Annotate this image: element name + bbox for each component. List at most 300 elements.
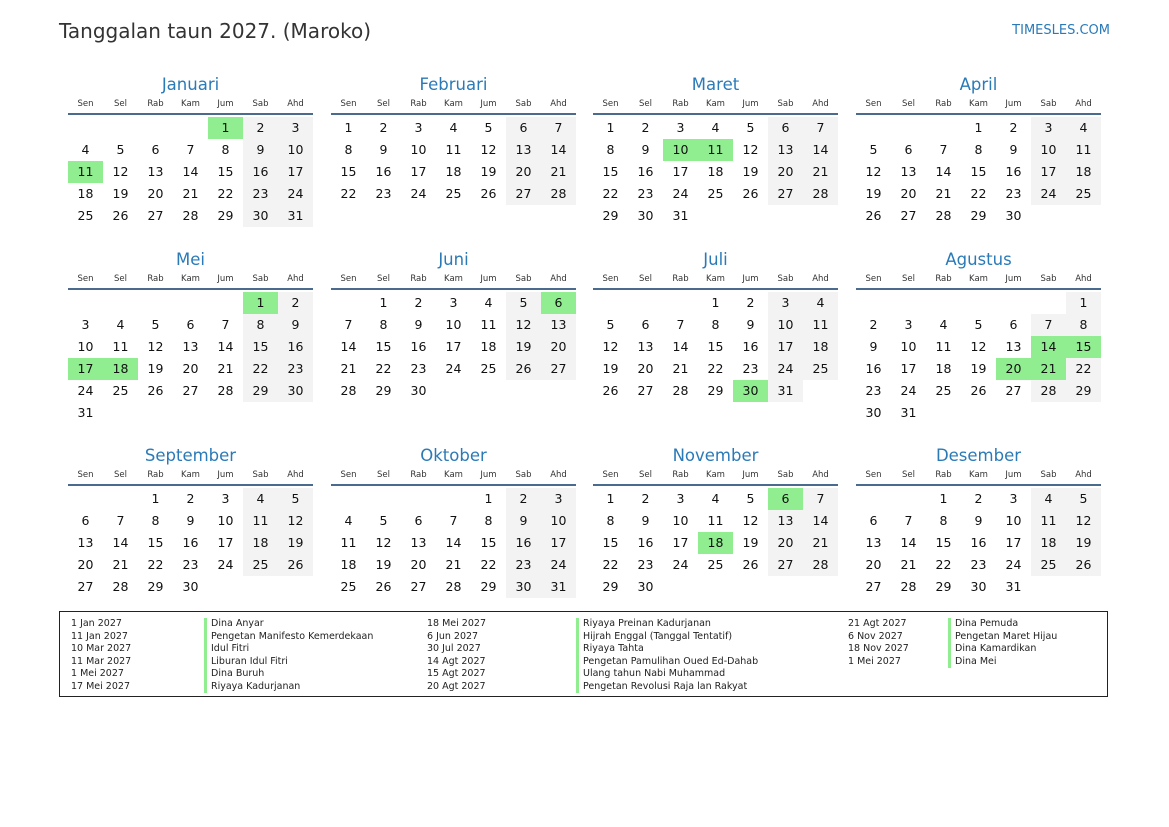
day-cell: 21	[541, 161, 576, 183]
day-cell: 6	[768, 488, 803, 510]
month-title: Maret	[691, 75, 740, 94]
day-cell: 29	[707, 383, 724, 398]
weekday-label: Sab	[515, 274, 532, 284]
day-cell: 11	[243, 510, 278, 532]
week-row	[331, 510, 576, 532]
week-row	[331, 139, 576, 161]
day-cell: 5	[151, 317, 160, 332]
weekday-label: Sab	[1040, 274, 1057, 284]
brand-link[interactable]: TIMESLES.COM	[1012, 23, 1110, 38]
day-cell: 14	[112, 535, 129, 550]
day-cell: 23	[865, 383, 882, 398]
holiday-date: 11 Mar 2027	[71, 655, 132, 667]
day-cell: 28	[935, 208, 952, 223]
day-cell: 2	[1009, 120, 1018, 135]
day-cell: 21	[340, 361, 357, 376]
weekday-label: Sab	[252, 99, 269, 109]
weekday-label: Jum	[1005, 274, 1022, 284]
day-cell: 14	[935, 164, 952, 179]
day-cell: 8	[151, 513, 160, 528]
day-cell: 25	[803, 358, 838, 380]
day-cell: 16	[375, 164, 392, 179]
day-cell: 18	[340, 557, 357, 572]
day-cell: 10	[1031, 139, 1066, 161]
day-cell: 15	[935, 535, 952, 550]
weekday-header	[593, 97, 838, 115]
day-cell: 16	[637, 164, 654, 179]
month-title: Mei	[176, 250, 205, 269]
month-5	[68, 250, 313, 424]
day-cell: 3	[904, 317, 913, 332]
empty-day-cell	[331, 488, 366, 510]
week-row	[331, 554, 576, 576]
day-cell: 7	[803, 488, 838, 510]
holiday-date: 6 Jun 2027	[427, 630, 479, 642]
empty-day-cell	[768, 205, 803, 227]
empty-day-cell	[173, 117, 208, 139]
day-cell: 5	[606, 317, 615, 332]
legend-entry	[848, 643, 1037, 656]
month-days	[68, 117, 313, 227]
empty-day-cell	[803, 576, 838, 598]
day-cell: 13	[410, 535, 427, 550]
week-row	[331, 314, 576, 336]
holiday-name: Dina Mei	[948, 656, 997, 669]
day-cell: 17	[672, 164, 689, 179]
day-cell: 16	[742, 339, 759, 354]
day-cell: 14	[182, 164, 199, 179]
holiday-name: Pengetan Manifesto Kemerdekaan	[204, 631, 373, 644]
holiday-date: 1 Mei 2027	[71, 668, 124, 679]
day-cell: 8	[484, 513, 493, 528]
day-cell: 4	[449, 120, 458, 135]
day-cell: 21	[217, 361, 234, 376]
weekday-label: Ahd	[287, 470, 304, 480]
weekday-label: Sen	[865, 99, 882, 109]
empty-day-cell	[103, 488, 138, 510]
day-cell: 27	[506, 183, 541, 205]
day-cell: 2	[869, 317, 878, 332]
day-cell: 4	[243, 488, 278, 510]
day-cell: 28	[182, 208, 199, 223]
day-cell: 26	[602, 383, 619, 398]
day-cell: 7	[116, 513, 125, 528]
day-cell: 1	[974, 120, 983, 135]
empty-day-cell	[1031, 205, 1066, 227]
month-days	[593, 117, 838, 227]
day-cell: 6	[1009, 317, 1018, 332]
empty-day-cell	[926, 292, 961, 314]
day-cell: 21	[900, 557, 917, 572]
day-cell: 2	[379, 120, 388, 135]
day-cell: 27	[182, 383, 199, 398]
month-title: Desember	[935, 446, 1022, 465]
day-cell: 14	[445, 535, 462, 550]
day-cell: 16	[410, 339, 427, 354]
holiday-date: 10 Mar 2027	[71, 643, 132, 654]
weekday-label: Ahd	[1075, 470, 1092, 480]
day-cell: 23	[506, 554, 541, 576]
week-row	[68, 358, 313, 380]
day-cell: 10	[900, 339, 917, 354]
day-cell: 2	[974, 491, 983, 506]
day-cell: 23	[410, 361, 427, 376]
empty-day-cell	[961, 402, 996, 424]
day-cell: 12	[112, 164, 129, 179]
day-cell: 16	[865, 361, 882, 376]
day-cell: 19	[742, 164, 759, 179]
day-cell: 19	[602, 361, 619, 376]
day-cell: 20	[637, 361, 654, 376]
empty-day-cell	[961, 292, 996, 314]
empty-day-cell	[1031, 292, 1066, 314]
week-row	[593, 314, 838, 336]
weekday-label: Sel	[902, 99, 915, 109]
empty-day-cell	[926, 117, 961, 139]
holiday-date: 18 Nov 2027	[848, 643, 909, 654]
day-cell: 15	[147, 535, 164, 550]
holiday-name: Pengetan Revolusi Raja lan Rakyat	[576, 681, 747, 694]
day-cell: 24	[445, 361, 462, 376]
day-cell: 26	[970, 383, 987, 398]
day-cell: 6	[506, 117, 541, 139]
day-cell: 23	[742, 361, 759, 376]
day-cell: 15	[340, 164, 357, 179]
weekday-label: Sab	[252, 274, 269, 284]
empty-day-cell	[733, 205, 768, 227]
holiday-name: Dina Pemuda	[948, 618, 1018, 631]
day-cell: 21	[1031, 358, 1066, 380]
day-cell: 25	[445, 186, 462, 201]
day-cell: 28	[112, 579, 129, 594]
day-cell: 14	[900, 535, 917, 550]
weekday-label: Rab	[935, 470, 952, 480]
empty-day-cell	[173, 402, 208, 424]
day-cell: 8	[974, 142, 983, 157]
month-days	[331, 488, 576, 598]
day-cell: 28	[541, 183, 576, 205]
weekday-label: Rab	[935, 274, 952, 284]
day-cell: 25	[1066, 183, 1101, 205]
day-cell: 20	[865, 557, 882, 572]
day-cell: 17	[1031, 161, 1066, 183]
week-row	[856, 336, 1101, 358]
empty-day-cell	[891, 292, 926, 314]
month-title: Februari	[419, 75, 488, 94]
holiday-name: Riyaya Kadurjanan	[204, 681, 300, 694]
holiday-name: Pengetan Pamulihan Oued Ed-Dahab	[576, 656, 758, 669]
day-cell: 3	[414, 120, 423, 135]
day-cell: 19	[865, 186, 882, 201]
day-cell: 30	[243, 205, 278, 227]
day-cell: 6	[541, 292, 576, 314]
weekday-label: Kam	[444, 99, 463, 109]
day-cell: 13	[541, 314, 576, 336]
week-row	[856, 117, 1101, 139]
weekday-label: Jum	[1005, 470, 1022, 480]
legend-column	[427, 618, 759, 693]
day-cell: 15	[217, 164, 234, 179]
day-cell: 22	[217, 186, 234, 201]
day-cell: 31	[77, 405, 94, 420]
weekday-label: Sel	[377, 470, 390, 480]
week-row	[331, 576, 576, 598]
day-cell: 19	[742, 535, 759, 550]
day-cell: 28	[217, 383, 234, 398]
day-cell: 20	[900, 186, 917, 201]
weekday-header	[68, 272, 313, 290]
day-cell: 31	[1005, 579, 1022, 594]
weekday-header	[68, 468, 313, 486]
day-cell: 24	[900, 383, 917, 398]
weekday-label: Sen	[602, 470, 619, 480]
empty-day-cell	[628, 292, 663, 314]
month-8	[856, 250, 1101, 424]
weekday-label: Kam	[969, 99, 988, 109]
day-cell: 26	[278, 554, 313, 576]
day-cell: 24	[672, 186, 689, 201]
day-cell: 7	[904, 513, 913, 528]
weekday-header	[68, 97, 313, 115]
weekday-label: Sab	[1040, 99, 1057, 109]
weekday-header	[331, 272, 576, 290]
week-row	[593, 292, 838, 314]
day-cell: 23	[637, 557, 654, 572]
day-cell: 9	[379, 142, 388, 157]
day-cell: 25	[112, 383, 129, 398]
legend-entry	[427, 680, 748, 694]
empty-day-cell	[891, 488, 926, 510]
day-cell: 5	[116, 142, 125, 157]
week-row	[331, 161, 576, 183]
weekday-label: Rab	[410, 274, 427, 284]
legend-entry	[848, 655, 997, 669]
day-cell: 3	[278, 117, 313, 139]
day-cell: 18	[1031, 532, 1066, 554]
day-cell: 15	[707, 339, 724, 354]
day-cell: 16	[243, 161, 278, 183]
day-cell: 4	[1031, 488, 1066, 510]
day-cell: 4	[116, 317, 125, 332]
holiday-date: 30 Jul 2027	[427, 643, 481, 654]
holiday-legend	[59, 611, 1108, 697]
holiday-name: Hijrah Enggal (Tanggal Tentatif)	[576, 631, 732, 644]
day-cell: 31	[278, 205, 313, 227]
month-4	[856, 75, 1101, 227]
day-cell: 18	[77, 186, 94, 201]
day-cell: 12	[742, 513, 759, 528]
day-cell: 17	[410, 164, 427, 179]
holiday-date: 15 Agt 2027	[427, 668, 486, 679]
weekday-label: Jum	[742, 99, 759, 109]
day-cell: 29	[970, 208, 987, 223]
day-cell: 10	[445, 317, 462, 332]
day-cell: 2	[746, 295, 755, 310]
day-cell: 27	[900, 208, 917, 223]
week-row	[68, 183, 313, 205]
week-row	[856, 380, 1101, 402]
day-cell: 22	[602, 557, 619, 572]
day-cell: 5	[746, 491, 755, 506]
day-cell: 26	[742, 557, 759, 572]
day-cell: 13	[1005, 339, 1022, 354]
weekday-label: Jum	[1005, 99, 1022, 109]
day-cell: 20	[147, 186, 164, 201]
day-cell: 20	[182, 361, 199, 376]
empty-day-cell	[996, 402, 1031, 424]
day-cell: 8	[221, 142, 230, 157]
empty-day-cell	[103, 402, 138, 424]
day-cell: 24	[1031, 183, 1066, 205]
weekday-label: Sab	[515, 99, 532, 109]
day-cell: 10	[672, 513, 689, 528]
week-row	[593, 358, 838, 380]
day-cell: 14	[340, 339, 357, 354]
week-row	[856, 314, 1101, 336]
day-cell: 28	[672, 383, 689, 398]
day-cell: 6	[81, 513, 90, 528]
day-cell: 30	[410, 383, 427, 398]
weekday-label: Ahd	[550, 470, 567, 480]
week-row	[331, 292, 576, 314]
week-row	[68, 314, 313, 336]
day-cell: 17	[900, 361, 917, 376]
weekday-header	[593, 272, 838, 290]
day-cell: 26	[1066, 554, 1101, 576]
day-cell: 1	[939, 491, 948, 506]
day-cell: 13	[147, 164, 164, 179]
weekday-label: Sab	[777, 99, 794, 109]
day-cell: 6	[414, 513, 423, 528]
day-cell: 4	[711, 491, 720, 506]
day-cell: 1	[243, 292, 278, 314]
weekday-header	[856, 468, 1101, 486]
day-cell: 12	[865, 164, 882, 179]
day-cell: 22	[375, 361, 392, 376]
day-cell: 10	[541, 510, 576, 532]
day-cell: 21	[112, 557, 129, 572]
day-cell: 5	[974, 317, 983, 332]
week-row	[593, 576, 838, 598]
weekday-label: Jum	[742, 470, 759, 480]
weekday-label: Kam	[706, 470, 725, 480]
day-cell: 9	[414, 317, 423, 332]
empty-day-cell	[891, 117, 926, 139]
day-cell: 2	[243, 117, 278, 139]
day-cell: 2	[278, 292, 313, 314]
day-cell: 8	[606, 142, 615, 157]
day-cell: 25	[77, 208, 94, 223]
weekday-label: Ahd	[287, 99, 304, 109]
day-cell: 1	[151, 491, 160, 506]
week-row	[593, 183, 838, 205]
month-12	[856, 446, 1101, 598]
day-cell: 24	[77, 383, 94, 398]
day-cell: 23	[375, 186, 392, 201]
day-cell: 24	[217, 557, 234, 572]
weekday-label: Kam	[706, 99, 725, 109]
empty-day-cell	[996, 292, 1031, 314]
day-cell: 1	[379, 295, 388, 310]
day-cell: 7	[541, 117, 576, 139]
weekday-label: Rab	[935, 99, 952, 109]
week-row	[331, 183, 576, 205]
day-cell: 31	[768, 380, 803, 402]
week-row	[68, 402, 313, 424]
empty-day-cell	[68, 292, 103, 314]
day-cell: 12	[970, 339, 987, 354]
legend-entry	[427, 643, 644, 656]
week-row	[68, 488, 313, 510]
day-cell: 4	[1066, 117, 1101, 139]
day-cell: 8	[939, 513, 948, 528]
week-row	[593, 336, 838, 358]
day-cell: 18	[103, 358, 138, 380]
day-cell: 26	[506, 358, 541, 380]
holiday-date: 1 Mei 2027	[848, 655, 901, 667]
empty-day-cell	[173, 292, 208, 314]
day-cell: 30	[278, 380, 313, 402]
legend-column	[848, 618, 1058, 668]
day-cell: 1	[606, 491, 615, 506]
week-row	[593, 380, 838, 402]
weekday-header	[331, 468, 576, 486]
month-days	[593, 488, 838, 598]
weekday-label: Rab	[672, 274, 689, 284]
weekday-label: Sel	[377, 99, 390, 109]
day-cell: 20	[506, 161, 541, 183]
day-cell: 18	[243, 532, 278, 554]
day-cell: 10	[663, 139, 698, 161]
day-cell: 27	[410, 579, 427, 594]
day-cell: 3	[1031, 117, 1066, 139]
day-cell: 17	[278, 161, 313, 183]
day-cell: 30	[865, 405, 882, 420]
day-cell: 15	[602, 164, 619, 179]
day-cell: 19	[970, 361, 987, 376]
weekday-header	[593, 468, 838, 486]
week-row	[856, 161, 1101, 183]
weekday-label: Sen	[340, 274, 357, 284]
day-cell: 27	[768, 554, 803, 576]
day-cell: 4	[803, 292, 838, 314]
day-cell: 21	[445, 557, 462, 572]
legend-entry	[71, 630, 374, 644]
day-cell: 15	[375, 339, 392, 354]
weekday-label: Sel	[639, 274, 652, 284]
empty-day-cell	[803, 205, 838, 227]
week-row	[593, 532, 838, 554]
day-cell: 30	[733, 380, 768, 402]
week-row	[856, 576, 1101, 598]
day-cell: 2	[186, 491, 195, 506]
week-row	[593, 510, 838, 532]
holiday-date: 21 Agt 2027	[848, 618, 907, 629]
empty-day-cell	[138, 117, 173, 139]
weekday-label: Rab	[672, 99, 689, 109]
holiday-name: Dina Buruh	[204, 668, 264, 681]
day-cell: 9	[869, 339, 878, 354]
legend-entry	[427, 668, 726, 681]
weekday-label: Rab	[147, 274, 164, 284]
day-cell: 12	[480, 142, 497, 157]
day-cell: 14	[217, 339, 234, 354]
day-cell: 26	[112, 208, 129, 223]
day-cell: 29	[602, 208, 619, 223]
day-cell: 29	[935, 579, 952, 594]
day-cell: 9	[243, 139, 278, 161]
day-cell: 11	[707, 513, 724, 528]
